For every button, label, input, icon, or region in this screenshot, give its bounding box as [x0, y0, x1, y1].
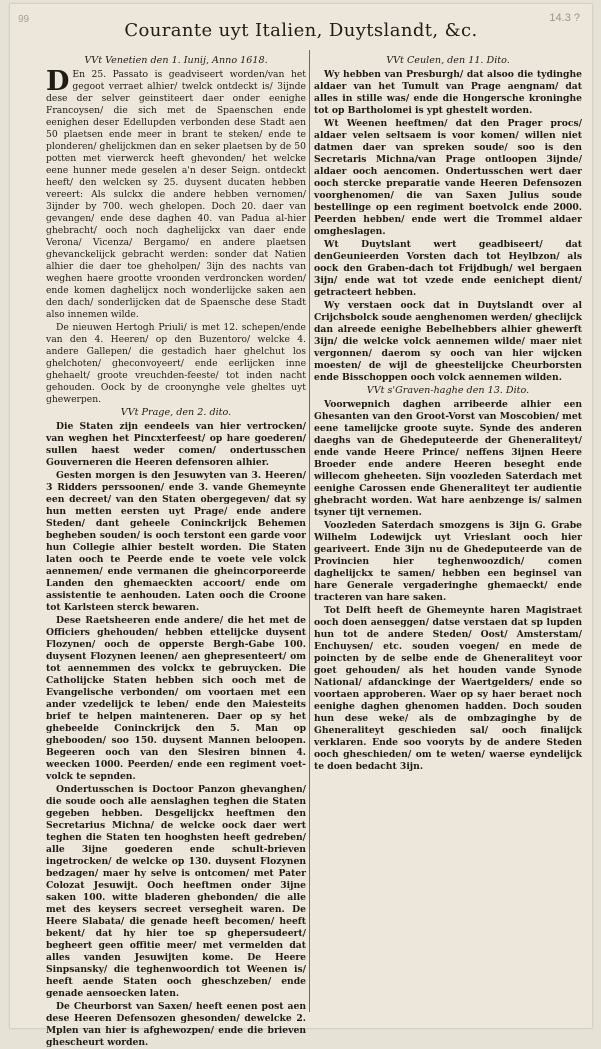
article-paragraph: De nieuwen Hertogh Priuli/ is met 12. schepen/ende van den 4. Heeren/ op den Buzentoro/ welcke 4. andere Gallepen/ die gestadich haer ghelchut los ghelchoten/ gheconvoyeert/ ende eerlijcken inne ghehaelt/ groote vreuchden-feeste/ tot inden nacht gehouden. Oock by de croonynghe vele gheltes uyt ghewerpen.: [46, 322, 306, 405]
article-paragraph: [46, 66, 306, 321]
article-paragraph: Tot Delft heeft de Ghemeynte haren Magistraet ooch doen aenseggen/ datse verstaen dat sp lupden hun tot de andere Steden/ Oost/ Amsterstam/ Enchuysen/ etc. souden voegen/ en mede de poincten by de selbe ende de Gheneraliteyt voor goet gehouden/ als het houden vande Synode National/ afdanckinge der Waertgelders/ ende so voortaen approberen. Waer op sy haer beraet noch eenighe daghen ghenomen hadden. Doch souden hun dese weke/ als de ombzaginghe by de Gheneraliteyt geschieden sal/ ooch finalijck verklaren. Ende soo vooryts by de andere Steden ooch gheschieden/ om te weten/ waerse eyndelijck te doen bedacht 3ijn.: [314, 605, 582, 772]
right-column: [314, 54, 582, 1020]
margin-note: 99: [18, 14, 30, 25]
dateline-header: VVt Ceulen, den 11. Dito.: [386, 55, 510, 66]
article-paragraph: Voozleden Saterdach smozgens is 3ijn G. Grabe Wilhelm Lodewijck uyt Vrieslant ooch hier geariveert. Ende 3ijn nu de Ghedeputeerde van de Provincien hier teghenwoozdich/ comen daghelijckx te samen/ hebben een beginsel van hare Generale vergaderinghe ghemaeckt/ ende tracteren van hare saken.: [314, 520, 582, 603]
newspaper-page: [10, 4, 592, 1048]
article-paragraph: Wt Weenen heeftmen/ dat den Prager procs/ aldaer velen seltsaem is voor komen/ willen niet datmen daer van spreken soude/ soo is den Secretaris Michna/van Prage ontloopen 3ijnde/ aldaer ooch aencomen. Ondertusschen wert daer ooch stercke preparatie vande Heeren Defensozen voorghenomen/ die van Saxen Julius soude bestellinge op een regiment boetvolck ende 2000. Peerden hebben/ ende wert die Trommel aldaer omgheslagen.: [314, 118, 582, 237]
drop-cap: D: [46, 66, 70, 97]
article-paragraph: Wt Duytslant wert geadbiseert/ dat denGeunieerden Vorsten dach tot Heylbzon/ als oock den Graben-dach tot Frijdbugh/ wel bergaen 3ijn/ ende wat tot vzede ende eenichept dient/ getracteert hebben.: [314, 239, 582, 298]
article-paragraph: De Cheurborst van Saxen/ heeft eenen post aen dese Heeren Defensozen ghesonden/ dewelcke 2. Mplen van hier is afghewozpen/ ende die brieven ghescheurt worden.: [46, 1001, 306, 1048]
article-paragraph: Wy verstaen oock dat in Duytslandt over al Crijchsbolck soude aenghenomen werden/ gheclijck dan alreede eenighe Bebelhebbers alhier ghewerft 3ijn/ die welcke volck aennemen wilde/ maer niet vergonnen/ daerom sy ooch van hier wijcken moesten/ de wijl de gheestelijcke Cheurborsten ende Bisschoppen ooch volck aennemen wilden.: [314, 300, 582, 383]
article-paragraph: Ondertusschen is Doctoor Panzon ghevanghen/ die soude ooch alle aenslaghen teghen die Staten gegeben hebben. Desgelijckx heeftmen den Secretarius Michna/ de welcke oock daer wert teghen die Staten ten hooghsten heeft gedreben/ alle 3ijne goederen ende schult-brieven ingetrocken/ de welcke op 130. duysent Flozynen bedzagen/ maer hy selve is ontcomen/ met Pater Colozat Jesuwijt. Ooch heeftmen onder 3ijne saken 100. witte bladeren ghebonden/ die alle met des keysers secreet versegheit waren. De Heere Slabata/ die genade heeft becomen/ heeft bekent/ dat hy hier toe sp ghepersudeert/ begheert geen offitie meer/ met vermelden dat alles vanden Jesuwijten kome. De Heere Sinpsansky/ die teghenwoordich tot Weenen is/ heeft aende Staten ooch gheschzeben/ ende genade aensoecken laten.: [46, 784, 306, 999]
paragraph-text: En 25. Passato is geadviseert worden/van het gegoot verraet alhier/ twelck ontdeckt is/ 3ijnde dese der selver geinstiteert daer onder eenighe Francoysen/ die sich met de Spaenschen ende eenighen deser Edellupden verbonden dese Stadt aen 50 plaetsen ende meer in brant te steken/ ende te plonderen/ ghelijckmen dan en seker plaetsen by de 50 potten met vierwerck heeft ghevonden/ het welcke eene hunner mede geselen a'n deser Seign. ontdeckt heeft/ den welcken sy 25. duysent ducaten hebben vereert: Als sulckx die andere hebben vernomen/ 3ijnder by 700. wech ghelopen. Doch 20. daer van gevangen/ ende dese daghen 40. van Padua al-hier ghebracht/ ooch noch daghelijckx van daer ende Verona/ Vicenza/ Bergamo/ en andere plaetsen ghevanckelijck gebracht werden: sonder dat Natien alhier die daer toe gheholpen/ 3ijn des nachts van weghen haere grootte vroonden verdroncken worden/ ende komen daghelijcx noch wonderlijcke saken aen den dach/ sonderlijcken dat de Spaensche dese Stadt also innemen wilde.: [46, 69, 306, 320]
dateline-header: VVt Venetien den 1. Iunij, Anno 1618.: [84, 55, 268, 66]
article-paragraph: Gesten morgen is den Jesuwyten van 3. Heeren/ 3 Ridders perssoonen/ ende 3. vande Ghemeynte een decreet/ van den Staten obergegeven/ dat sy hun metten eersten uyt Prage/ ende andere Steden/ dant geheele Coninckrijck Behemen begheben souden/ is ooch terstont een garde voor hun Collegie alhier bestelt worden. Die Staten laten ooch te Peerde ende te voete vele volck aennemen/ ende vermanen die gheincorporeerde Landen den ghemaeckten accoort/ ende om assistentie te aenhouden. Laten ooch die Croone tot Karlsteen sterck bewaren.: [46, 470, 306, 613]
dateline-header: VVt Prage, den 2. dito.: [120, 407, 232, 418]
article-paragraph: Voorwepnich daghen arribeerde alhier een Ghesanten van den Groot-Vorst van Moscobien/ met eene tamelijcke groote suyte. Synde des anderen daeghs van de Ghedeputeerde der Gheneraliteyt/ ende vande Heere Prince/ neffens 3ijnen Heere Broeder ende andere Heeren beseght ende willecom gheheeten. Sijn voozleden Saterdach met eenighe Carossen ende Gheneraliteyt ter audientie ghebracht worden. Wat hare aenbzenge is/ salmen tsyner tijt vernemen.: [314, 399, 582, 518]
left-column: [46, 54, 306, 1048]
column-divider: [309, 50, 310, 1012]
article-paragraph: Die Staten zijn eendeels van hier vertrocken/ van weghen het Pincxterfeest/ op hare goederen/ sullen haest weder comen/ ondertusschen Gouverneren die Heeren defensoren alhier.: [46, 421, 306, 468]
dateline-header: VVt s'Graven-haghe den 13. Dito.: [366, 385, 530, 396]
article-paragraph: Wy hebben van Presburgh/ dat alsoo die tydinghe aldaer van het Tumult van Prage aengnam/ dat alles in stille was/ ende die Hongersche kroninghe tot op Bartholomei is ypt ghestelt worden.: [314, 69, 582, 116]
page-title: Courante uyt Italien, Duytslandt, &c.: [124, 20, 478, 41]
pencil-annotation: 14.3 ?: [549, 12, 580, 24]
article-paragraph: Dese Raetsheeren ende andere/ die het met de Officiers ghehouden/ hebben ettelijcke duysent Flozynen/ ooch de opperste Bergh-Gabe 100. duysent Flozynen leenen/ aen ghepresenteert/ om tot aennemmen des volckx te gebruycken. Die Catholijcke Staten hebben sich ooch met de Evangelische verbonden/ om voortaen met een ander vzedelijck te leben/ ende den Maiesteits brief te helpen mainteneren. Daer op sy het ghebeelde Coninckrijck den 5. Man op ghebooden/ soo 150. duysent Mannen beloopen. Begeeren ooch van den Slesiren binnen 4. weecken 1000. Peerden/ ende een regiment voet-volck te sepnden.: [46, 615, 306, 782]
